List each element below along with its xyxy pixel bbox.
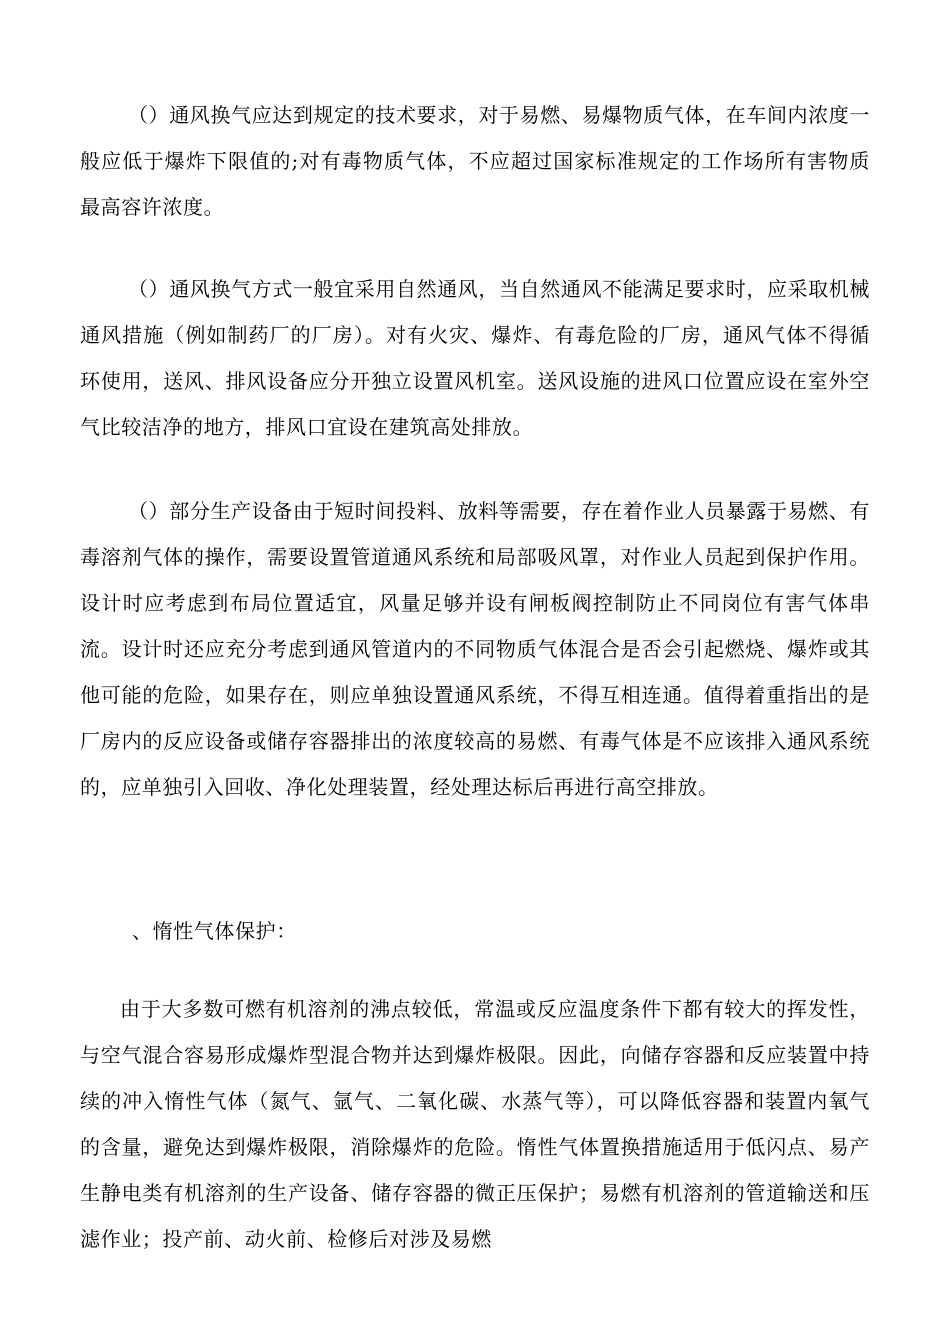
section-heading-inert-gas: 、惰性气体保护： bbox=[132, 919, 297, 943]
paragraph-inert-gas-protection: 由于大多数可燃有机溶剂的沸点较低，常温或反应温度条件下都有较大的挥发性，与空气混合容易形成爆炸型混合物并达到爆炸极限。因此，向储存容器和反应装置中持续的冲入惰性气体（氮气、氩气、二氧化碳、水蒸气等），可以降低容器和装置内氧气的含量，避免达到爆炸极限，消除爆炸的危险。惰性气体置换措施适用于低闪点、易产生静电类有机溶剂的生产设备、储存容器的微正压保护；易燃有机溶剂的管道输送和压滤作业；投产前、动火前、检修后对涉及易燃 bbox=[80, 997, 870, 1251]
paragraph-ventilation-requirements: （）通风换气应达到规定的技术要求，对于易燃、易爆物质气体，在车间内浓度一般应低于爆炸下限值的;对有毒物质气体，不应超过国家标准规定的工作场所有害物质最高容许浓度。 bbox=[80, 103, 870, 219]
paragraph-local-exhaust: （）部分生产设备由于短时间投料、放料等需要，存在着作业人员暴露于易燃、有毒溶剂气体的操作，需要设置管道通风系统和局部吸风罩，对作业人员起到保护作用。设计时应考虑到布局位置适宜，风量足够并设有闸板阀控制防止不同岗位有害气体串流。设计时还应充分考虑到通风管道内的不同物质气体混合是否会引起燃烧、爆炸或其他可能的危险，如果存在，则应单独设置通风系统，不得互相连通。值得着重指出的是厂房内的反应设备或储存容器排出的浓度较高的易燃、有毒气体是不应该排入通风系统的，应单独引入回收、净化处理装置，经处理达标后再进行高空排放。 bbox=[80, 499, 870, 799]
paragraph-ventilation-method: （）通风换气方式一般宜采用自然通风，当自然通风不能满足要求时，应采取机械通风措施（例如制药厂的厂房）。对有火灾、爆炸、有毒危险的厂房，通风气体不得循环使用，送风、排风设备应分开独立设置风机室。送风设施的进风口位置应设在室外空气比较洁净的地方，排风口宜设在建筑高处排放。 bbox=[80, 277, 870, 439]
